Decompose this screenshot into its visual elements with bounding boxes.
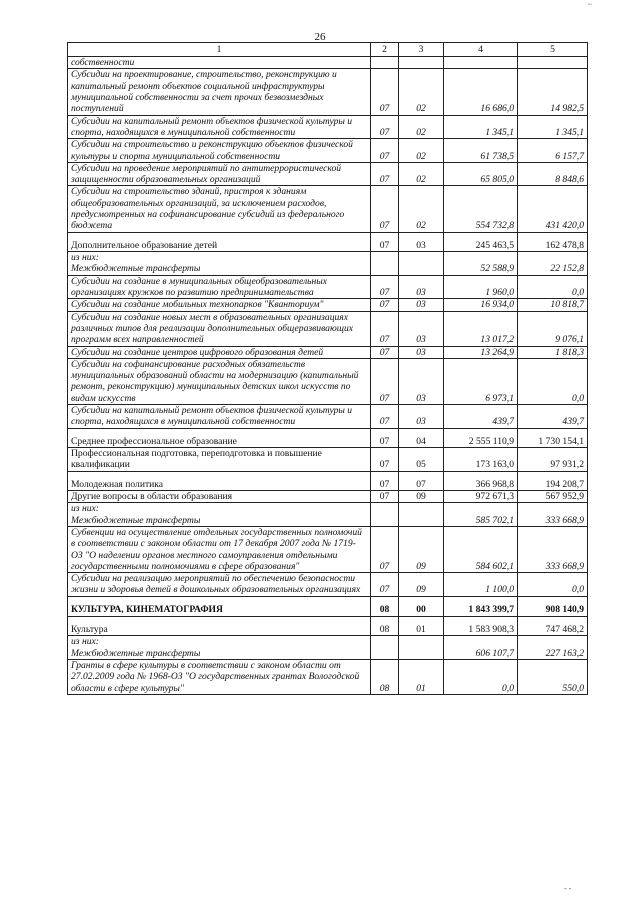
row-label: Субсидии на строительство и реконструкцию объектов физической культуры и спорта муниципальной собственности [68,139,371,163]
section-code: 07 [371,186,399,232]
amount-plan: 16 686,0 [444,69,518,115]
amount-actual: 333 668,9 [518,503,588,527]
section-code: 07 [371,405,399,429]
amount-actual: 194 208,7 [518,471,588,490]
table-row [68,162,588,186]
table-row [68,311,588,346]
row-label: Субсидии на создание в муниципальных общеобразовательных организациях кружков по развитию предпринимательства [68,275,371,299]
amount-plan: 606 107,7 [444,636,518,660]
table-row [68,69,588,115]
subsection-code: 02 [399,69,444,115]
section-code: 07 [371,448,399,472]
subsection-code: 03 [399,232,444,251]
amount-plan: 1 345,1 [444,115,518,139]
amount-plan: 13 264,9 [444,346,518,358]
amount-plan: 972 671,3 [444,490,518,502]
section-code: 07 [371,573,399,597]
section-code: 07 [371,162,399,186]
subsection-code: 02 [399,186,444,232]
amount-plan: 6 973,1 [444,358,518,404]
subsection-code [399,636,444,660]
section-code: 07 [371,311,399,346]
amount-plan: 1 100,0 [444,573,518,597]
row-label: Дополнительное образование детей [68,232,371,251]
header-cell: 4 [444,43,518,57]
row-label: Культура [68,617,371,636]
amount-plan: 1 843 399,7 [444,596,518,616]
row-label: из них: Межбюджетные трансферты [68,636,371,660]
section-code: 08 [371,660,399,695]
footer-mark: - - [564,884,572,893]
header-cell: 1 [68,43,371,57]
section-code: 07 [371,346,399,358]
amount-plan: 554 732,8 [444,186,518,232]
amount-plan: 173 163,0 [444,448,518,472]
amount-actual: 431 420,0 [518,186,588,232]
amount-actual: 1 345,1 [518,115,588,139]
table-row [68,346,588,358]
section-code: 07 [371,490,399,502]
amount-plan: 61 738,5 [444,139,518,163]
subsection-code: 02 [399,139,444,163]
amount-plan: 52 588,9 [444,252,518,276]
amount-actual: 227 163,2 [518,636,588,660]
subsection-code: 09 [399,526,444,572]
section-code [371,252,399,276]
row-label: Субсидии на капитальный ремонт объектов физической культуры и спорта, находящихся в муниципальной собственности [68,405,371,429]
row-label: Профессиональная подготовка, переподготовка и повышение квалификации [68,448,371,472]
table-row [68,503,588,527]
amount-actual [518,57,588,69]
row-label: Субсидии на софинансирование расходных обязательств муниципальных образований области на модернизацию (капитальный ремонт, реконструкцию) муниципальных детских школ искусств по видам искусств [68,358,371,404]
table-row [68,405,588,429]
subsection-code: 03 [399,346,444,358]
amount-actual: 9 076,1 [518,311,588,346]
amount-actual: 439,7 [518,405,588,429]
row-label: Субвенции на осуществление отдельных государственных полномочий в соответствии с законом области от 17 декабря 2007 года № 1719-ОЗ "О наделении органов местного самоуправления отдельными государственными полномочиями в сфере образования" [68,526,371,572]
table-row [68,299,588,311]
subsection-code: 07 [399,471,444,490]
amount-actual: 8 848,6 [518,162,588,186]
subsection-code: 09 [399,573,444,597]
amount-actual: 747 468,2 [518,617,588,636]
amount-actual: 14 982,5 [518,69,588,115]
amount-plan: 366 968,8 [444,471,518,490]
subsection-code: 03 [399,275,444,299]
row-label: КУЛЬТУРА, КИНЕМАТОГРАФИЯ [68,596,371,616]
section-code [371,57,399,69]
section-code: 07 [371,471,399,490]
amount-actual: 1 730 154,1 [518,428,588,447]
section-code: 08 [371,596,399,616]
table-row [68,573,588,597]
amount-actual: 0,0 [518,275,588,299]
row-label: Субсидии на создание центров цифрового образования детей [68,346,371,358]
row-label: Гранты в сфере культуры в соответствии с законом области от 27.02.2009 года № 1968-ОЗ "О государственных грантах Вологодской области в сфере культуры" [68,660,371,695]
section-code [371,503,399,527]
section-code: 07 [371,69,399,115]
amount-plan: 439,7 [444,405,518,429]
subsection-code [399,252,444,276]
subsection-code: 01 [399,617,444,636]
header-cell: 3 [399,43,444,57]
table-row [68,232,588,251]
table-row [68,636,588,660]
table-row [68,490,588,502]
subsection-code: 02 [399,162,444,186]
amount-plan: 245 463,5 [444,232,518,251]
table-row [68,115,588,139]
row-label: из них: Межбюджетные трансферты [68,252,371,276]
table-row [68,252,588,276]
row-label: Субсидии на создание новых мест в образовательных организациях различных типов для реализации дополнительных общеразвивающих программ всех направленностей [68,311,371,346]
row-label: Субсидии на проектирование, строительство, реконструкцию и капитальный ремонт объектов социальной инфраструктуры муниципальной собственности за счет прочих безвозмездных поступлений [68,69,371,115]
amount-plan [444,57,518,69]
table-row [68,358,588,404]
row-label: Субсидии на создание мобильных технопарков "Кванториум" [68,299,371,311]
amount-plan: 0,0 [444,660,518,695]
amount-plan: 2 555 110,9 [444,428,518,447]
row-label: Субсидии на реализацию мероприятий по обеспечению безопасности жизни и здоровья детей в дошкольных образовательных организациях [68,573,371,597]
amount-actual: 0,0 [518,358,588,404]
amount-actual: 0,0 [518,573,588,597]
row-label: Другие вопросы в области образования [68,490,371,502]
amount-actual: 6 157,7 [518,139,588,163]
amount-plan: 65 805,0 [444,162,518,186]
section-code: 07 [371,299,399,311]
section-code: 07 [371,115,399,139]
table-row [68,275,588,299]
subsection-code: 01 [399,660,444,695]
table-row [68,448,588,472]
subsection-code [399,503,444,527]
row-label: из них: Межбюджетные трансферты [68,503,371,527]
section-code: 07 [371,526,399,572]
table-row [68,186,588,232]
amount-actual: 908 140,9 [518,596,588,616]
subsection-code: 03 [399,358,444,404]
section-code [371,636,399,660]
subsection-code: 02 [399,115,444,139]
table-row [68,57,588,69]
header-cell: 5 [518,43,588,57]
row-label: Молодежная политика [68,471,371,490]
budget-table [67,42,588,695]
subsection-code: 09 [399,490,444,502]
row-label: Субсидии на капитальный ремонт объектов физической культуры и спорта, находящихся в муниципальной собственности [68,115,371,139]
table-row [68,660,588,695]
amount-actual: 22 152,8 [518,252,588,276]
row-label: Субсидии на проведение мероприятий по антитеррористической защищенности образовательных организаций [68,162,371,186]
amount-actual: 97 931,2 [518,448,588,472]
subsection-code: 03 [399,299,444,311]
row-label: собственности [68,57,371,69]
table-row [68,139,588,163]
table-row [68,526,588,572]
section-code: 08 [371,617,399,636]
section-code: 07 [371,232,399,251]
subsection-code: 05 [399,448,444,472]
amount-actual: 567 952,9 [518,490,588,502]
amount-actual: 550,0 [518,660,588,695]
amount-plan: 1 583 908,3 [444,617,518,636]
subsection-code: 03 [399,311,444,346]
table-row [68,428,588,447]
amount-plan: 13 017,2 [444,311,518,346]
page-number: 26 [314,31,326,43]
table-header-row [68,43,588,57]
amount-actual: 10 818,7 [518,299,588,311]
row-label: Среднее профессиональное образование [68,428,371,447]
amount-plan: 584 602,1 [444,526,518,572]
table-row [68,617,588,636]
amount-plan: 1 960,0 [444,275,518,299]
amount-actual: 333 668,9 [518,526,588,572]
section-code: 07 [371,428,399,447]
subsection-code: 04 [399,428,444,447]
corner-mark: ~ [587,0,592,9]
section-code: 07 [371,139,399,163]
row-label: Субсидии на строительство зданий, пристроя к зданиям общеобразовательных организаций, за исключением расходов, предусмотренных на софинансирование субсидий из федерального бюджета [68,186,371,232]
section-code: 07 [371,275,399,299]
subsection-code [399,57,444,69]
section-code: 07 [371,358,399,404]
subsection-code: 00 [399,596,444,616]
header-cell: 2 [371,43,399,57]
amount-actual: 162 478,8 [518,232,588,251]
table-row [68,596,588,616]
amount-plan: 585 702,1 [444,503,518,527]
subsection-code: 03 [399,405,444,429]
table-row [68,471,588,490]
amount-plan: 16 934,0 [444,299,518,311]
amount-actual: 1 818,3 [518,346,588,358]
